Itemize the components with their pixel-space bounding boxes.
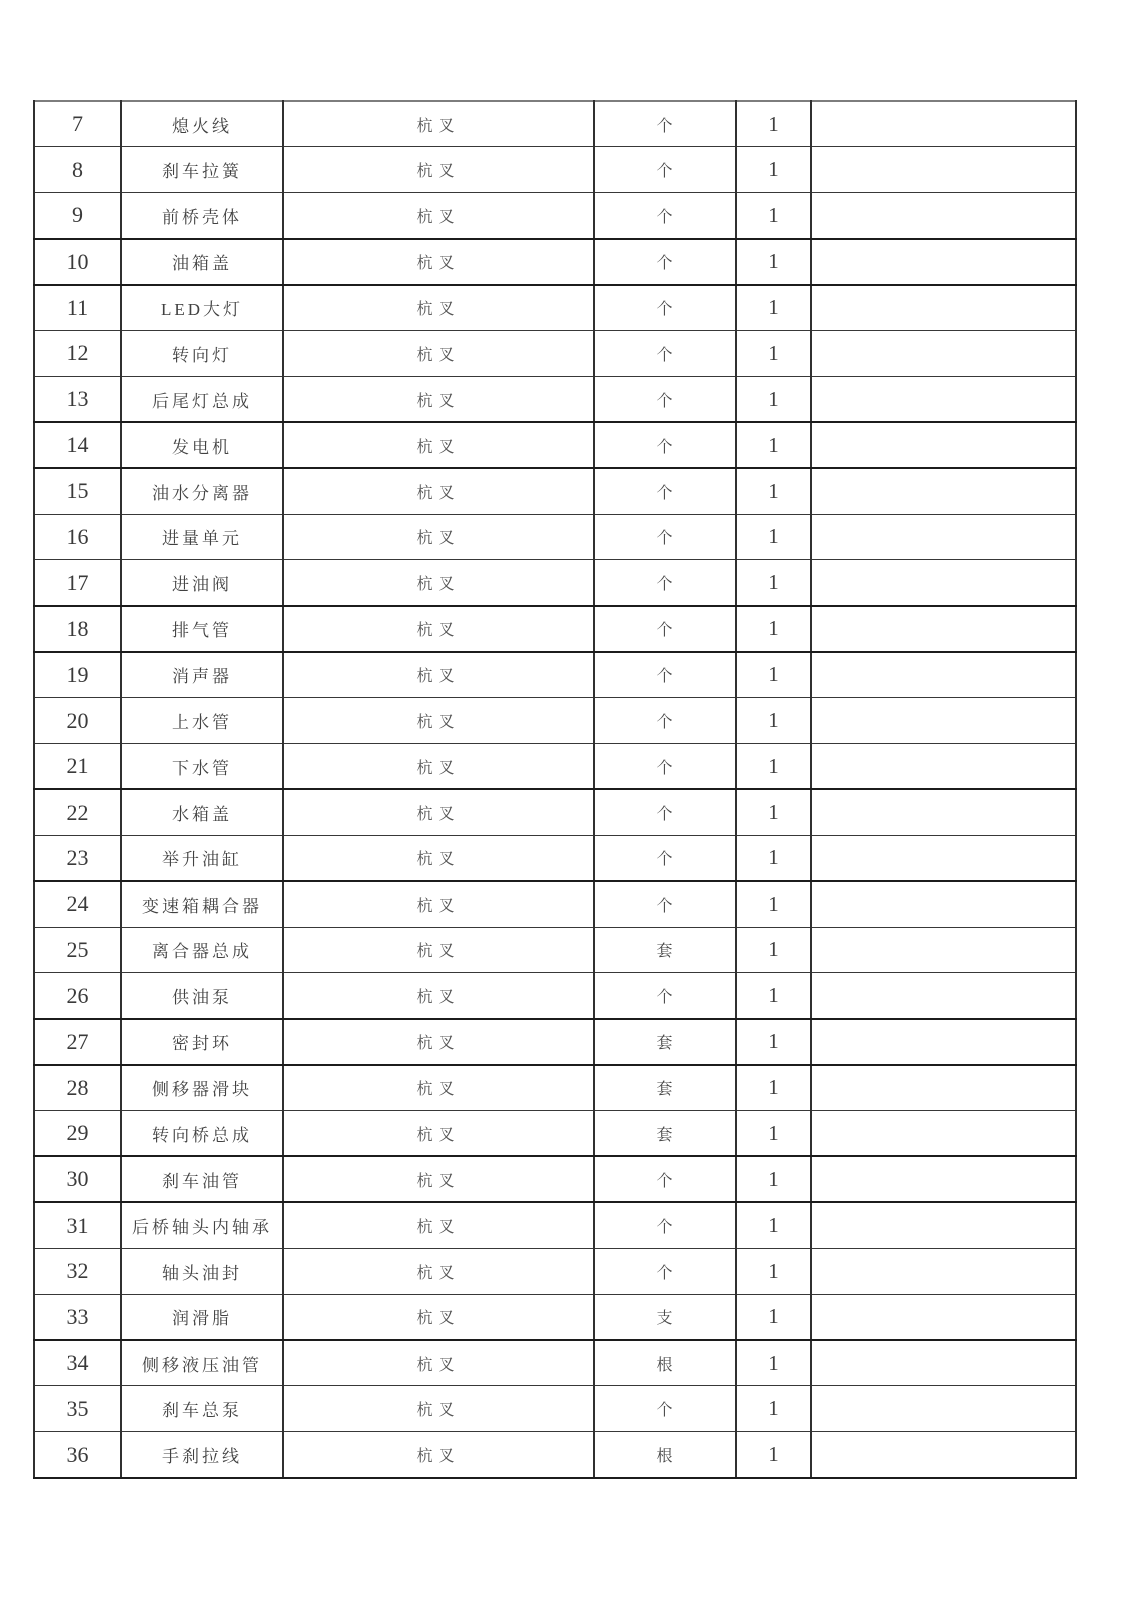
quantity-cell: 1 [736, 422, 811, 468]
table-row [34, 1294, 1076, 1340]
table-row [34, 514, 1076, 560]
row-number-cell: 23 [34, 835, 121, 881]
table-row [34, 101, 1076, 147]
part-name-cell: 发电机 [121, 422, 283, 468]
row-number-cell: 31 [34, 1202, 121, 1248]
unit-cell: 个 [594, 147, 736, 193]
part-name-cell: 转向桥总成 [121, 1111, 283, 1157]
row-number-cell: 30 [34, 1156, 121, 1202]
brand-cell: 杭叉 [283, 1340, 594, 1386]
note-cell [811, 698, 1076, 744]
part-name-cell: 变速箱耦合器 [121, 881, 283, 927]
row-number-cell: 36 [34, 1432, 121, 1478]
unit-cell: 个 [594, 743, 736, 789]
brand-cell: 杭叉 [283, 514, 594, 560]
table-row [34, 239, 1076, 285]
note-cell [811, 1386, 1076, 1432]
table-row [34, 193, 1076, 239]
quantity-cell: 1 [736, 973, 811, 1019]
note-cell [811, 1294, 1076, 1340]
brand-cell: 杭叉 [283, 101, 594, 147]
table-row [34, 927, 1076, 973]
part-name-cell: 后桥轴头内轴承 [121, 1202, 283, 1248]
table-row [34, 1386, 1076, 1432]
brand-cell: 杭叉 [283, 973, 594, 1019]
part-name-cell: 熄火线 [121, 101, 283, 147]
brand-cell: 杭叉 [283, 881, 594, 927]
brand-cell: 杭叉 [283, 239, 594, 285]
brand-cell: 杭叉 [283, 927, 594, 973]
quantity-cell: 1 [736, 881, 811, 927]
table-row [34, 789, 1076, 835]
table-row [34, 285, 1076, 331]
unit-cell: 个 [594, 468, 736, 514]
brand-cell: 杭叉 [283, 285, 594, 331]
table-row [34, 422, 1076, 468]
table-row [34, 560, 1076, 606]
note-cell [811, 468, 1076, 514]
brand-cell: 杭叉 [283, 1111, 594, 1157]
part-name-cell: 刹车拉簧 [121, 147, 283, 193]
row-number-cell: 27 [34, 1019, 121, 1065]
note-cell [811, 1432, 1076, 1478]
note-cell [811, 1111, 1076, 1157]
part-name-cell: 举升油缸 [121, 835, 283, 881]
note-cell [811, 881, 1076, 927]
unit-cell: 个 [594, 606, 736, 652]
note-cell [811, 973, 1076, 1019]
quantity-cell: 1 [736, 1340, 811, 1386]
table-row [34, 1248, 1076, 1294]
brand-cell: 杭叉 [283, 376, 594, 422]
row-number-cell: 17 [34, 560, 121, 606]
row-number-cell: 18 [34, 606, 121, 652]
table-row [34, 468, 1076, 514]
part-name-cell: 轴头油封 [121, 1248, 283, 1294]
quantity-cell: 1 [736, 468, 811, 514]
part-name-cell: 侧移液压油管 [121, 1340, 283, 1386]
unit-cell: 个 [594, 698, 736, 744]
unit-cell: 个 [594, 193, 736, 239]
note-cell [811, 1156, 1076, 1202]
note-cell [811, 743, 1076, 789]
row-number-cell: 33 [34, 1294, 121, 1340]
part-name-cell: 油箱盖 [121, 239, 283, 285]
unit-cell: 个 [594, 514, 736, 560]
quantity-cell: 1 [736, 927, 811, 973]
brand-cell: 杭叉 [283, 1432, 594, 1478]
part-name-cell: LED大灯 [121, 285, 283, 331]
part-name-cell: 油水分离器 [121, 468, 283, 514]
row-number-cell: 11 [34, 285, 121, 331]
brand-cell: 杭叉 [283, 330, 594, 376]
row-number-cell: 13 [34, 376, 121, 422]
quantity-cell: 1 [736, 239, 811, 285]
row-number-cell: 35 [34, 1386, 121, 1432]
parts-list-table [33, 100, 1077, 1479]
row-number-cell: 32 [34, 1248, 121, 1294]
quantity-cell: 1 [736, 606, 811, 652]
part-name-cell: 前桥壳体 [121, 193, 283, 239]
part-name-cell: 离合器总成 [121, 927, 283, 973]
unit-cell: 套 [594, 1111, 736, 1157]
part-name-cell: 进量单元 [121, 514, 283, 560]
table-row [34, 376, 1076, 422]
row-number-cell: 26 [34, 973, 121, 1019]
quantity-cell: 1 [736, 1202, 811, 1248]
unit-cell: 个 [594, 101, 736, 147]
part-name-cell: 刹车油管 [121, 1156, 283, 1202]
row-number-cell: 24 [34, 881, 121, 927]
unit-cell: 个 [594, 1202, 736, 1248]
quantity-cell: 1 [736, 789, 811, 835]
part-name-cell: 消声器 [121, 652, 283, 698]
quantity-cell: 1 [736, 193, 811, 239]
brand-cell: 杭叉 [283, 606, 594, 652]
table-row [34, 1340, 1076, 1386]
brand-cell: 杭叉 [283, 468, 594, 514]
brand-cell: 杭叉 [283, 1065, 594, 1111]
row-number-cell: 7 [34, 101, 121, 147]
note-cell [811, 927, 1076, 973]
note-cell [811, 147, 1076, 193]
row-number-cell: 21 [34, 743, 121, 789]
unit-cell: 个 [594, 422, 736, 468]
table-row [34, 147, 1076, 193]
unit-cell: 根 [594, 1340, 736, 1386]
note-cell [811, 652, 1076, 698]
note-cell [811, 193, 1076, 239]
part-name-cell: 密封环 [121, 1019, 283, 1065]
brand-cell: 杭叉 [283, 789, 594, 835]
note-cell [811, 560, 1076, 606]
table-row [34, 1156, 1076, 1202]
part-name-cell: 后尾灯总成 [121, 376, 283, 422]
note-cell [811, 1248, 1076, 1294]
note-cell [811, 1340, 1076, 1386]
brand-cell: 杭叉 [283, 1386, 594, 1432]
row-number-cell: 16 [34, 514, 121, 560]
brand-cell: 杭叉 [283, 743, 594, 789]
brand-cell: 杭叉 [283, 560, 594, 606]
quantity-cell: 1 [736, 1386, 811, 1432]
part-name-cell: 进油阀 [121, 560, 283, 606]
unit-cell: 套 [594, 1019, 736, 1065]
quantity-cell: 1 [736, 560, 811, 606]
unit-cell: 个 [594, 652, 736, 698]
table-row [34, 1019, 1076, 1065]
quantity-cell: 1 [736, 835, 811, 881]
note-cell [811, 239, 1076, 285]
note-cell [811, 1202, 1076, 1248]
quantity-cell: 1 [736, 330, 811, 376]
row-number-cell: 15 [34, 468, 121, 514]
note-cell [811, 514, 1076, 560]
brand-cell: 杭叉 [283, 1156, 594, 1202]
table-row [34, 1202, 1076, 1248]
brand-cell: 杭叉 [283, 1294, 594, 1340]
part-name-cell: 供油泵 [121, 973, 283, 1019]
part-name-cell: 水箱盖 [121, 789, 283, 835]
quantity-cell: 1 [736, 1248, 811, 1294]
table-row [34, 330, 1076, 376]
row-number-cell: 19 [34, 652, 121, 698]
unit-cell: 个 [594, 789, 736, 835]
unit-cell: 个 [594, 330, 736, 376]
brand-cell: 杭叉 [283, 835, 594, 881]
quantity-cell: 1 [736, 514, 811, 560]
quantity-cell: 1 [736, 743, 811, 789]
table-row [34, 881, 1076, 927]
part-name-cell: 刹车总泵 [121, 1386, 283, 1432]
table-row [34, 698, 1076, 744]
part-name-cell: 侧移器滑块 [121, 1065, 283, 1111]
unit-cell: 个 [594, 835, 736, 881]
table-row [34, 835, 1076, 881]
note-cell [811, 1019, 1076, 1065]
unit-cell: 支 [594, 1294, 736, 1340]
table-row [34, 1432, 1076, 1478]
quantity-cell: 1 [736, 376, 811, 422]
row-number-cell: 29 [34, 1111, 121, 1157]
part-name-cell: 转向灯 [121, 330, 283, 376]
unit-cell: 个 [594, 560, 736, 606]
table-row [34, 1111, 1076, 1157]
note-cell [811, 835, 1076, 881]
row-number-cell: 10 [34, 239, 121, 285]
note-cell [811, 606, 1076, 652]
quantity-cell: 1 [736, 101, 811, 147]
unit-cell: 个 [594, 1248, 736, 1294]
parts-table-body [34, 101, 1076, 1478]
unit-cell: 个 [594, 1386, 736, 1432]
note-cell [811, 376, 1076, 422]
row-number-cell: 25 [34, 927, 121, 973]
brand-cell: 杭叉 [283, 652, 594, 698]
part-name-cell: 上水管 [121, 698, 283, 744]
part-name-cell: 润滑脂 [121, 1294, 283, 1340]
unit-cell: 个 [594, 285, 736, 331]
part-name-cell: 手刹拉线 [121, 1432, 283, 1478]
quantity-cell: 1 [736, 147, 811, 193]
part-name-cell: 下水管 [121, 743, 283, 789]
quantity-cell: 1 [736, 1294, 811, 1340]
row-number-cell: 8 [34, 147, 121, 193]
unit-cell: 个 [594, 973, 736, 1019]
note-cell [811, 789, 1076, 835]
note-cell [811, 1065, 1076, 1111]
table-row [34, 652, 1076, 698]
unit-cell: 根 [594, 1432, 736, 1478]
quantity-cell: 1 [736, 652, 811, 698]
unit-cell: 个 [594, 881, 736, 927]
brand-cell: 杭叉 [283, 698, 594, 744]
quantity-cell: 1 [736, 1432, 811, 1478]
table-row [34, 973, 1076, 1019]
unit-cell: 个 [594, 376, 736, 422]
unit-cell: 个 [594, 239, 736, 285]
quantity-cell: 1 [736, 1019, 811, 1065]
table-row [34, 1065, 1076, 1111]
unit-cell: 套 [594, 927, 736, 973]
row-number-cell: 20 [34, 698, 121, 744]
brand-cell: 杭叉 [283, 422, 594, 468]
brand-cell: 杭叉 [283, 1202, 594, 1248]
note-cell [811, 285, 1076, 331]
unit-cell: 个 [594, 1156, 736, 1202]
quantity-cell: 1 [736, 285, 811, 331]
row-number-cell: 28 [34, 1065, 121, 1111]
table-row [34, 743, 1076, 789]
note-cell [811, 330, 1076, 376]
brand-cell: 杭叉 [283, 193, 594, 239]
quantity-cell: 1 [736, 1156, 811, 1202]
part-name-cell: 排气管 [121, 606, 283, 652]
row-number-cell: 34 [34, 1340, 121, 1386]
row-number-cell: 9 [34, 193, 121, 239]
note-cell [811, 422, 1076, 468]
row-number-cell: 14 [34, 422, 121, 468]
brand-cell: 杭叉 [283, 1248, 594, 1294]
quantity-cell: 1 [736, 698, 811, 744]
brand-cell: 杭叉 [283, 1019, 594, 1065]
row-number-cell: 12 [34, 330, 121, 376]
brand-cell: 杭叉 [283, 147, 594, 193]
quantity-cell: 1 [736, 1065, 811, 1111]
row-number-cell: 22 [34, 789, 121, 835]
note-cell [811, 101, 1076, 147]
table-row [34, 606, 1076, 652]
quantity-cell: 1 [736, 1111, 811, 1157]
unit-cell: 套 [594, 1065, 736, 1111]
